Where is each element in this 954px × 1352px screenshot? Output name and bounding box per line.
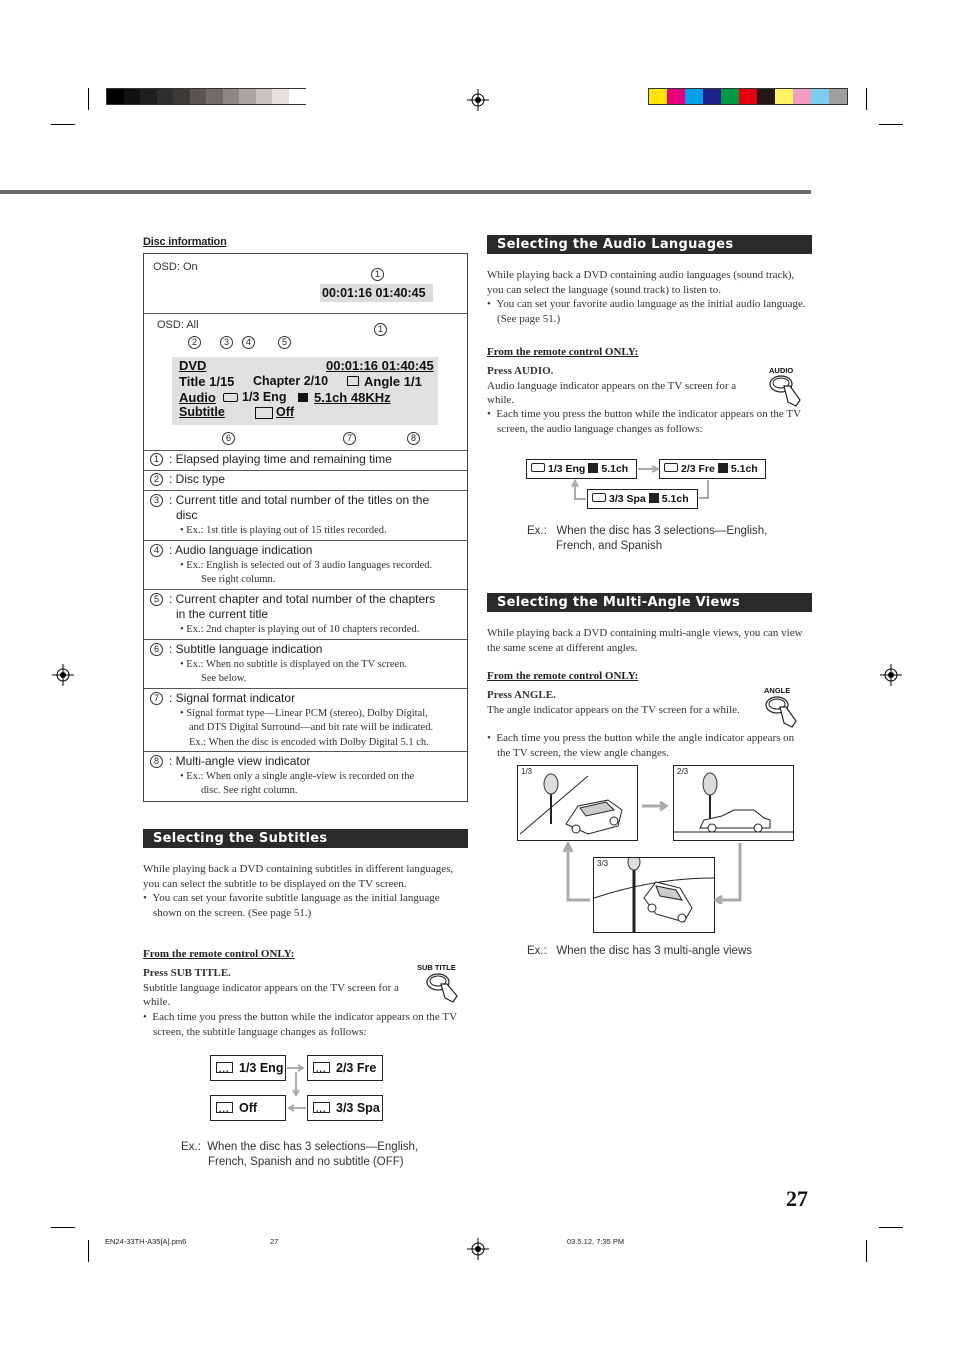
item-2: 2 : Disc type (150, 472, 225, 487)
item-8: 8 : Multi-angle view indicator (150, 754, 310, 769)
callout-7: 7 (343, 432, 356, 445)
color-swatch (703, 89, 721, 104)
angle-button-label: ANGLE (764, 686, 791, 695)
crop-mark (88, 88, 89, 110)
divider (144, 589, 467, 590)
subtitles-intro: While playing back a DVD containing subtitles in different languages, you can select the subtitle to be displayed on the TV screen. • You can set your favorite subtitle language as the initial language shown on the screen. (See page 51.) (143, 863, 454, 919)
divider (144, 470, 467, 471)
color-swatch (757, 89, 775, 104)
osd-title: Title 1/15 (179, 374, 235, 389)
item-4-sub2: See right column. (201, 574, 276, 585)
angle-frame-label: 2/3 (677, 767, 689, 776)
osd-all-time: 00:01:16 01:40:45 (326, 358, 434, 373)
color-swatch (157, 89, 174, 104)
item-3-sub: • Ex.: 1st title is playing out of 15 titles recorded. (180, 525, 387, 536)
color-bar-right (648, 88, 848, 105)
audio-option-2: 2/3 Fre 5.1ch (659, 459, 766, 479)
audio-option-3: 3/3 Spa 5.1ch (587, 489, 698, 509)
osd-signal: 5.1ch 48KHz (314, 390, 391, 405)
audio-remote-heading: From the remote control ONLY: (487, 346, 639, 358)
color-swatch (721, 89, 739, 104)
divider (144, 540, 467, 541)
footer-file: EN24-33TH-A35[A].pm6 (105, 1237, 187, 1246)
divider (144, 751, 467, 752)
callout-3: 3 (220, 336, 233, 349)
arrow-icon (286, 1060, 307, 1116)
color-swatch (256, 89, 273, 104)
subtitle-icon (313, 1062, 330, 1073)
crop-mark (88, 1240, 89, 1262)
item-6-sub2: See below. (201, 673, 247, 684)
crop-mark (51, 1227, 75, 1228)
audio-flow-arrows (566, 462, 716, 504)
item-7-sub3: Ex.: When the disc is encoded with Dolby Digital 5.1 ch. (189, 737, 429, 748)
osd-angle: Angle 1/1 (364, 374, 422, 389)
subtitle-option-1: ...1/3 Eng (210, 1055, 286, 1081)
color-swatch (223, 89, 240, 104)
subtitle-icon (313, 1102, 330, 1113)
angle-remote-heading: From the remote control ONLY: (487, 670, 639, 682)
osd-all-caption: OSD: All (157, 319, 199, 331)
item-4: 4 : Audio language indication (150, 543, 312, 558)
callout-2: 2 (188, 336, 201, 349)
subtitle-icon (255, 407, 273, 419)
osd-subtitle-label: Subtitle (179, 405, 225, 419)
angle-bullet: • Each time you press the button while the angle indicator appears on the TV screen, the view angle changes. (487, 732, 795, 759)
item-1: 1 : Elapsed playing time and remaining time (150, 452, 392, 467)
item-8-sub2: disc. See right column. (201, 785, 298, 796)
audio-icon (531, 463, 545, 472)
subtitles-heading: Selecting the Subtitles (143, 829, 468, 848)
angle-heading: Selecting the Multi-Angle Views (487, 593, 812, 612)
item-6: 6 : Subtitle language indication (150, 642, 322, 657)
angle-flow-arrows (560, 800, 750, 904)
color-swatch (140, 89, 157, 104)
crop-mark (879, 124, 903, 125)
audio-icon (223, 393, 238, 402)
divider (144, 490, 467, 491)
angle-press: Press ANGLE. The angle indicator appears on the TV screen for a while. (487, 689, 740, 716)
color-swatch (739, 89, 757, 104)
item-8-sub: • Ex.: When only a single angle-view is recorded on the (180, 771, 415, 782)
subtitle-icon (216, 1102, 233, 1113)
angle-button-icon[interactable] (762, 695, 802, 731)
divider (144, 639, 467, 640)
item-5: 5 : Current chapter and total number of the chapters in the current title (150, 592, 435, 622)
osd-audio-label: Audio (179, 390, 216, 405)
registration-mark-icon (467, 1238, 489, 1260)
angle-intro: While playing back a DVD containing multi-angle views, you can view the same scene at different angles. (487, 627, 803, 654)
disc-info-heading: Disc information (143, 236, 227, 248)
color-swatch (107, 89, 124, 104)
subtitles-remote-heading: From the remote control ONLY: (143, 948, 295, 960)
crop-mark (51, 124, 75, 125)
color-swatch (206, 89, 223, 104)
crop-mark (879, 1227, 903, 1228)
color-swatch (667, 89, 685, 104)
subtitle-icon (216, 1062, 233, 1073)
callout-6: 6 (222, 432, 235, 445)
item-5-sub: • Ex.: 2nd chapter is playing out of 10 chapters recorded. (180, 624, 420, 635)
osd-dvd: DVD (179, 358, 207, 373)
audio-example: Ex.: When the disc has 3 selections—English, French, and Spanish (527, 525, 768, 552)
item-6-sub: • Ex.: When no subtitle is displayed on the TV screen. (180, 659, 408, 670)
audio-option-1: 1/3 Eng 5.1ch (526, 459, 637, 479)
item-7-sub2: and DTS Digital Surround—and bit rate will be indicated. (189, 722, 434, 733)
color-swatch (289, 89, 306, 104)
subtitle-option-2: ... 2/3 Fre (307, 1055, 383, 1081)
header-rule (0, 190, 811, 194)
color-swatch (173, 89, 190, 104)
color-bar-left (106, 88, 306, 105)
color-swatch (190, 89, 207, 104)
item-7-sub: • Signal format type—Linear PCM (stereo), Dolby Digital, (180, 708, 428, 719)
osd-on-time: 00:01:16 01:40:45 (322, 286, 426, 300)
item-7: 7 : Signal format indicator (150, 691, 295, 706)
angle-frame-label: 1/3 (521, 767, 533, 776)
osd-subtitle-value: Off (276, 405, 295, 419)
angle-icon (347, 376, 359, 386)
dolby-icon (718, 463, 728, 473)
audio-press: Press AUDIO. Audio language indicator appears on the TV screen for a while. (487, 365, 737, 407)
subtitle-example: Ex.: When the disc has 3 selections—English, French, Spanish and no subtitle (OFF) (181, 1141, 419, 1168)
page-number: 27 (786, 1186, 808, 1211)
disc-info-box (143, 253, 468, 802)
crop-mark (866, 1240, 867, 1262)
color-swatch (811, 89, 829, 104)
color-swatch (124, 89, 141, 104)
callout-1: 1 (371, 268, 384, 281)
footer-page: 27 (270, 1237, 279, 1246)
color-swatch (685, 89, 703, 104)
color-swatch (239, 89, 256, 104)
audio-button-icon[interactable] (766, 374, 806, 410)
subtitle-button-icon[interactable] (423, 972, 463, 1006)
subtitle-option-3: ... 3/3 Spa (307, 1095, 383, 1121)
registration-mark-icon (880, 664, 902, 686)
audio-intro: While playing back a DVD containing audio languages (sound track), you can select the language (sound track) to listen to. • You can set your favorite audio language as the initial audio language. (See page 51.) (487, 269, 806, 325)
audio-bullet2: • Each time you press the button while the indicator appears on the TV screen, the audio language changes as follows: (487, 408, 801, 435)
osd-on-caption: OSD: On (153, 261, 198, 273)
subtitles-press: Press SUB TITLE. Subtitle language indicator appears on the TV screen for a while. (143, 967, 399, 1009)
audio-heading: Selecting the Audio Languages (487, 235, 812, 254)
item-3: 3 : Current title and total number of the titles on the disc (150, 493, 429, 523)
callout-1b: 1 (374, 323, 387, 336)
item-4-sub: • Ex.: English is selected out of 3 audio languages recorded. (180, 560, 433, 571)
color-swatch (793, 89, 811, 104)
crop-mark (866, 88, 867, 110)
registration-mark-icon (52, 664, 74, 686)
subtitle-option-off: ...Off (210, 1095, 286, 1121)
subtitles-bullet2: • Each time you press the button while the indicator appears on the TV screen, the subtitle language changes as follows: (143, 1011, 457, 1038)
audio-button-label: AUDIO (769, 366, 794, 375)
color-swatch (829, 89, 847, 104)
divider (144, 313, 467, 314)
callout-5: 5 (278, 336, 291, 349)
color-swatch (272, 89, 289, 104)
osd-chapter: Chapter 2/10 (253, 374, 329, 388)
osd-audio-value: 1/3 Eng (242, 390, 287, 404)
divider (144, 688, 467, 689)
color-swatch (649, 89, 667, 104)
angle-frame-label: 3/3 (597, 859, 609, 868)
color-swatch (775, 89, 793, 104)
dolby-icon (298, 393, 308, 402)
angle-example: Ex.: When the disc has 3 multi-angle views (527, 945, 752, 957)
callout-4: 4 (242, 336, 255, 349)
divider (144, 450, 467, 451)
footer-date: 03.5.12, 7:35 PM (567, 1237, 625, 1246)
callout-8: 8 (407, 432, 420, 445)
subtitle-button-label: SUB TITLE (417, 963, 456, 972)
registration-mark-icon (467, 89, 489, 111)
